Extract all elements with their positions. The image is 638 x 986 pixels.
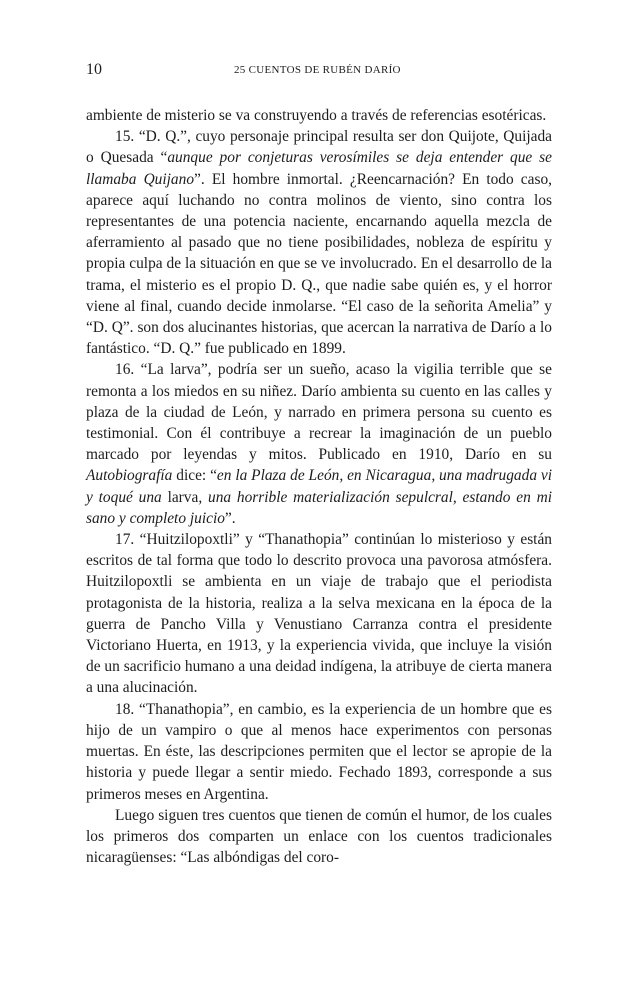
text-segment: dice: “ (172, 467, 217, 485)
quote-italic: , una horrible materialización sepulcral, estando en mi sano y completo juicio (86, 488, 552, 527)
text-segment: Luego siguen tres cuentos que tienen de común el humor, de los cuales los primeros dos comparten un enlace con los cuentos tradicionales nicaragüenses: “Las albóndigas del coro- (86, 806, 552, 867)
text-segment: 18. “Thanathopia”, en cambio, es la experiencia de un hombre que es hijo de un vampiro o que al menos hace experimentos con personas muertas. En éste, las descripciones permiten que el lector se apropie de la historia y puede llegar a sentir miedo. Fechado 1893, corresponde a sus primeros meses en Argentina. (86, 700, 552, 803)
paragraph-humor-stories (86, 805, 552, 869)
paragraph-17-huitzilopoxtli (86, 529, 552, 699)
text-segment: 15. “D. Q.”, cuyo personaje principal resulta ser don Quijote, Quijada o Quesada “ (86, 128, 552, 167)
text-segment: 16. “La larva”, podría ser un sueño, acaso la vigilia terrible que se remonta a los miedos en su niñez. Darío ambienta su cuento en las calles y plaza de la ciudad de León, y narrado en primera persona su cuento es testimonial. Con él contribuye a recrear la imaginación de un pueblo marcado por leyendas y mitos. Publicado en 1910, Darío en su (86, 361, 552, 464)
body-text (86, 105, 552, 868)
paragraph-continuation (86, 105, 552, 126)
book-title-italic: Autobiografía (86, 467, 173, 485)
quote-italic: en la Plaza de León, en Nicaragua, una madrugada vi y toqué una (86, 467, 553, 506)
text-segment: ambiente de misterio se va construyendo a través de referencias esotéricas. (86, 107, 547, 124)
text-segment: ”. (224, 509, 236, 527)
text-segment: ”. El hombre inmortal. ¿Reencarnación? En todo caso, aparece aquí luchando no contra molinos de viento, sino contra los representantes de una potencia naciente, encarnando aquella mezcla de aferramiento al pasado que no tiene posibilidades, nobleza de espíritu y propia culpa de la situación en que se ve involucrado. En el desarrollo de la trama, el misterio es el propio D. Q., que nadie sabe quién es, y el horror viene al final, cuando decide inmolarse. “El caso de la señorita Amelia” y “D. Q”. son dos alucinantes historias, que acercan la narrativa de Darío a lo fantástico. “D. Q.” fue publicado en 1899. (86, 170, 553, 358)
page-number: 10 (86, 61, 102, 78)
running-head: 25 CUENTOS DE RUBÉN DARÍO (234, 64, 401, 76)
paragraph-16-larva (86, 359, 552, 529)
text-segment: 17. “Huitzilopoxtli” y “Thanathopia” continúan lo misterioso y están escritos de tal forma que todo lo descrito provoca una pavorosa atmósfera. Huitzilopoxtli se ambienta en un viaje de trabajo que el periodista protagonista de la historia, realiza a la selva mexicana en la época de la guerra de Pancho Villa y Venustiano Carranza contra el presidente Victoriano Huerta, en 1913, y la experiencia vivida, que incluye la visión de un sacrificio humano a una deidad indígena, la atribuye de cierta manera a una alucinación. (86, 531, 552, 697)
paragraph-15-dq (86, 126, 552, 359)
text-segment: larva (161, 488, 199, 506)
quote-italic: aunque por conjeturas verosímiles se deja entender que se llamaba Quijano (86, 149, 552, 188)
paragraph-18-thanathopia (86, 699, 552, 805)
